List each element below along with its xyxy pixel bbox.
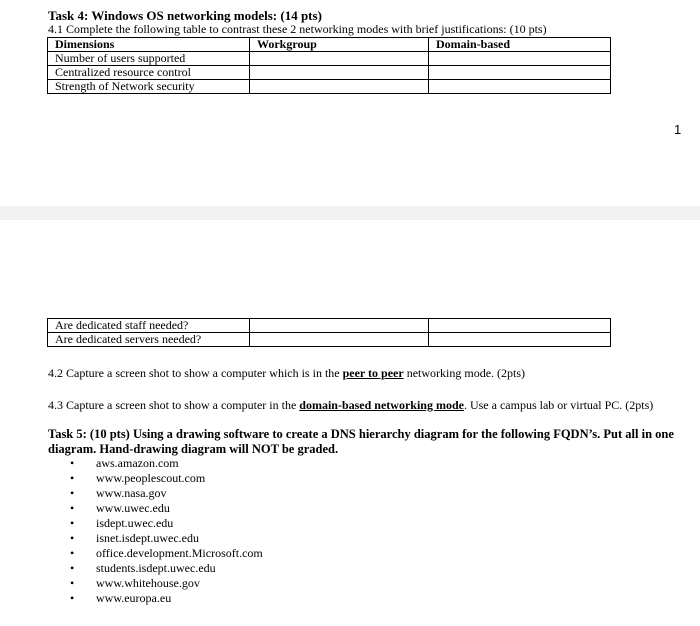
workgroup-cell[interactable] <box>250 52 429 66</box>
page-break <box>0 206 700 220</box>
bullet-icon: • <box>70 471 75 485</box>
fqdn: isnet.isdept.uwec.edu <box>96 531 199 545</box>
workgroup-cell[interactable] <box>250 80 429 94</box>
list-item <box>70 516 263 531</box>
list-item <box>70 561 263 576</box>
domain-cell[interactable] <box>429 66 611 80</box>
list-item <box>70 471 263 486</box>
list-item <box>70 546 263 561</box>
fqdn-list <box>70 456 263 606</box>
bullet-icon: • <box>70 486 75 500</box>
workgroup-cell[interactable] <box>250 319 429 333</box>
row-label: Number of users supported <box>48 52 250 66</box>
bullet-icon: • <box>70 501 75 515</box>
table-row <box>48 319 611 333</box>
table-row <box>48 66 611 80</box>
row-label: Strength of Network security <box>48 80 250 94</box>
domain-cell[interactable] <box>429 319 611 333</box>
fqdn: www.peoplescout.com <box>96 471 206 485</box>
fqdn: isdept.uwec.edu <box>96 516 174 530</box>
domain-cell[interactable] <box>429 333 611 347</box>
fqdn: office.development.Microsoft.com <box>96 546 263 560</box>
table-row <box>48 333 611 347</box>
document-page-2 <box>0 220 700 626</box>
task4-title: Task 4: Windows OS networking models: (14 pts) <box>48 8 322 23</box>
document-page-1 <box>0 0 700 206</box>
list-item <box>70 531 263 546</box>
fqdn: students.isdept.uwec.edu <box>96 561 216 575</box>
bullet-icon: • <box>70 516 75 530</box>
bullet-icon: • <box>70 456 75 470</box>
q43-emphasis: domain-based networking mode <box>299 398 464 412</box>
table-header-row <box>48 38 611 52</box>
comparison-table-part2 <box>47 318 611 347</box>
list-item <box>70 501 263 516</box>
fqdn: www.whitehouse.gov <box>96 576 200 590</box>
bullet-icon: • <box>70 531 75 545</box>
header-domain-based: Domain-based <box>429 38 611 52</box>
q42-text-before: 4.2 Capture a screen shot to show a computer which is in the <box>48 366 343 380</box>
header-workgroup: Workgroup <box>250 38 429 52</box>
list-item <box>70 591 263 606</box>
q42-emphasis: peer to peer <box>342 366 404 380</box>
header-dimensions: Dimensions <box>48 38 250 52</box>
domain-cell[interactable] <box>429 52 611 66</box>
bullet-icon: • <box>70 591 75 605</box>
workgroup-cell[interactable] <box>250 333 429 347</box>
fqdn: www.uwec.edu <box>96 501 170 515</box>
row-label: Centralized resource control <box>48 66 250 80</box>
q43-text-after: . Use a campus lab or virtual PC. (2pts) <box>463 398 654 412</box>
table-row <box>48 80 611 94</box>
task5-instructions: Task 5: (10 pts) Using a drawing software to create a DNS hierarchy diagram for the following FQDN’s. Put all in one diagram. Hand-drawing diagram will NOT be graded. <box>48 427 674 456</box>
bullet-icon: • <box>70 561 75 575</box>
workgroup-cell[interactable] <box>250 66 429 80</box>
q43-text-before: 4.3 Capture a screen shot to show a computer in the <box>48 398 300 412</box>
q42-text-after: networking mode. (2pts) <box>403 366 526 380</box>
bullet-icon: • <box>70 576 75 590</box>
page-number: 1 <box>674 122 682 137</box>
list-item <box>70 576 263 591</box>
fqdn: aws.amazon.com <box>96 456 179 470</box>
domain-cell[interactable] <box>429 80 611 94</box>
table-row <box>48 52 611 66</box>
fqdn: www.europa.eu <box>96 591 172 605</box>
row-label: Are dedicated staff needed? <box>48 319 250 333</box>
bullet-icon: • <box>70 546 75 560</box>
list-item <box>70 486 263 501</box>
row-label: Are dedicated servers needed? <box>48 333 250 347</box>
question-4-3 <box>48 398 653 413</box>
fqdn: www.nasa.gov <box>96 486 167 500</box>
question-4-2 <box>48 366 525 381</box>
question-4-1: 4.1 Complete the following table to contrast these 2 networking modes with brief justifications: (10 pts) <box>48 22 547 36</box>
list-item <box>70 456 263 471</box>
comparison-table-part1 <box>47 37 611 94</box>
